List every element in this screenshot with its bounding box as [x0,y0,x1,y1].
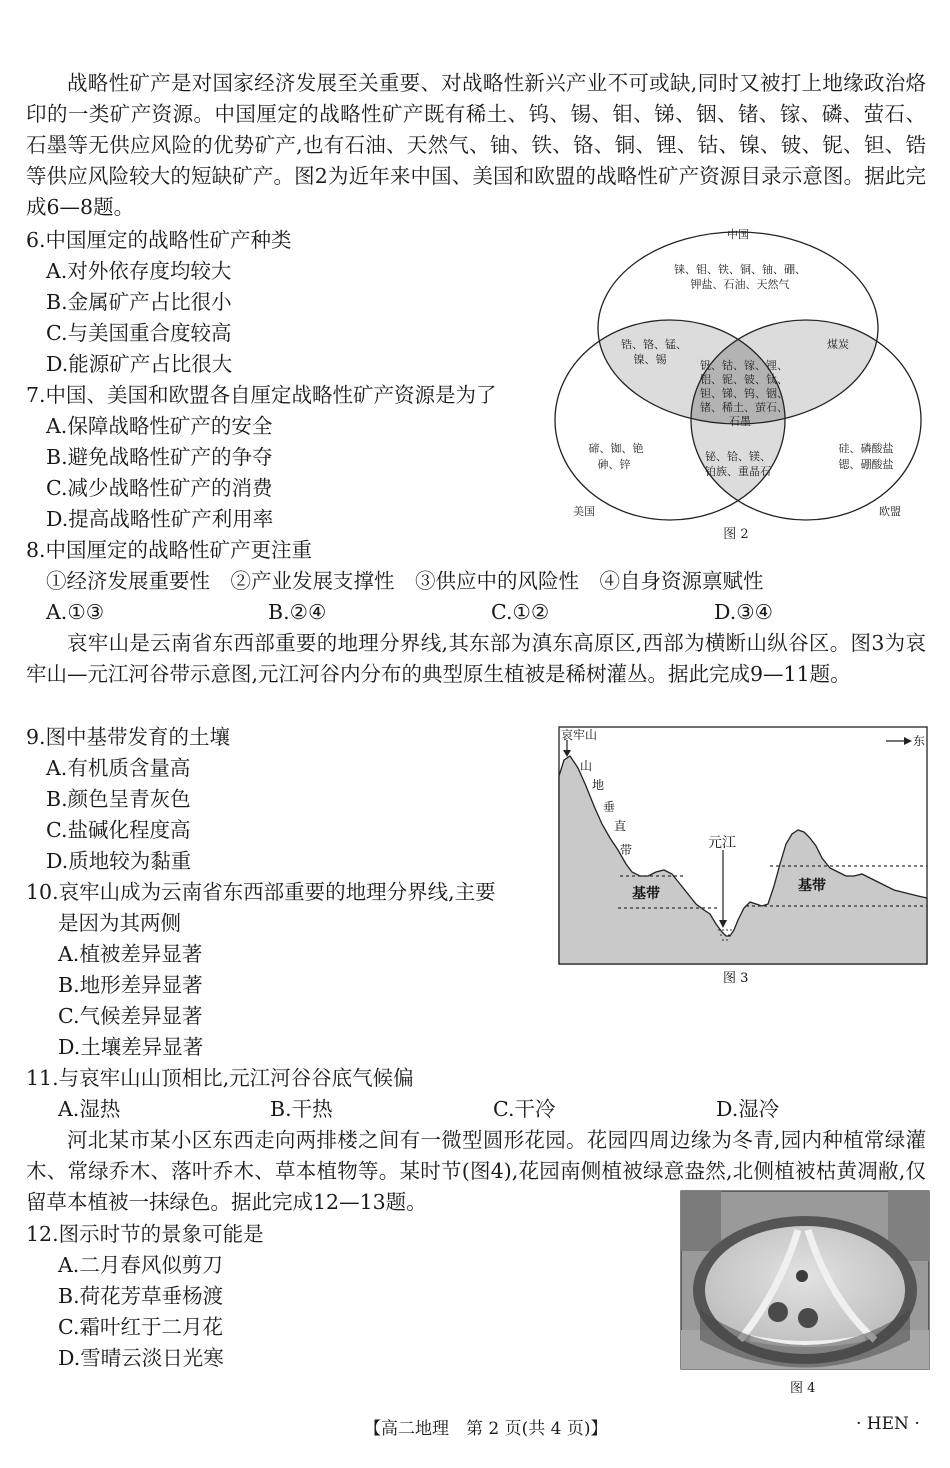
q11-option-d: D.湿冷 [716,1097,780,1121]
vertical-char-1: 山 [580,759,593,773]
all-line5: 石墨 [729,415,751,428]
q8-option-a: A.①③ [46,600,105,624]
garden-photo [680,1190,930,1402]
q9-option-c: C.盐碱化程度高 [46,818,191,842]
all-line2: 铝、铌、铍、钛、 [700,373,788,386]
label-mountain: 哀牢山 [561,728,598,742]
q7-stem: 7.中国、美国和欧盟各自厘定战略性矿产资源是为了 [26,383,497,407]
us-eu-line2: 铂族、重晶石 [705,465,771,478]
q8-items: ①经济发展重要性 ②产业发展支撑性 ③供应中的风险性 ④自身资源禀赋性 [46,569,764,593]
passage-1: 战略性矿产是对国家经济发展至关重要、对战略性新兴产业不可或缺,同时又被打上地缘政治烙印的一类矿产资源。中国厘定的战略性矿产既有稀土、钨、锡、钼、锑、铟、锗、镓、磷、萤石、石墨等无供应风险的优势矿产,也有石油、天然气、铀、铁、铬、铜、锂、钴、镍、铍、铌、钽、锆等供应风险较大的短缺矿产。图2为近年来中国、美国和欧盟的战略性矿产资源目录示意图。据此完成6—8题。 [26,71,926,219]
q9-option-b: B.颜色呈青灰色 [46,787,191,811]
passage-3: 河北某市某小区东西走向两排楼之间有一微型圆形花园。花园四周边缘为冬青,园内种植常绿灌木、常绿乔木、落叶乔木、草本植物等。某时节(图4),花园南侧植被绿意盎然,北侧植被枯黄凋敝,仅留草本植被一抹绿色。据此完成12—13题。 [26,1128,926,1214]
q9-option-a: A.有机质含量高 [46,756,191,780]
china-only-line2: 钾盐、石油、天然气 [690,278,790,291]
q8-option-d: D.③④ [714,600,773,624]
eu-only-line1: 硅、磷酸盐 [838,442,894,455]
q8-option-c: C.①② [491,600,550,624]
us-eu-line1: 铋、铪、镁、 [705,450,771,463]
cn-us-line1: 锆、铬、锰、 [621,338,687,351]
valley-profile-diagram [558,726,928,988]
q12-option-a: A.二月春风似剪刀 [58,1253,223,1277]
label-eu: 欧盟 [879,505,901,518]
shrub-1 [768,1302,788,1322]
q12-stem: 12.图示时节的景象可能是 [26,1222,264,1246]
q12-option-d: D.雪晴云淡日光寒 [58,1346,224,1370]
q7-option-b: B.避免战略性矿产的争夺 [46,445,273,469]
label-base-right: 基带 [798,878,826,894]
q11-option-b: B.干热 [270,1097,333,1121]
fig4-caption: 图 4 [790,1381,816,1396]
q6-stem: 6.中国厘定的战略性矿产种类 [26,228,292,252]
all-line3: 钽、锑、钨、铟、 [700,387,788,400]
q6-option-c: C.与美国重合度较高 [46,321,232,345]
eu-only-line2: 锶、硼酸盐 [838,458,894,471]
label-base-left: 基带 [632,886,660,902]
q10-stem-line1: 10.哀牢山成为云南省东西部重要的地理分界线,主要 [26,880,496,904]
building-left [681,1191,721,1251]
passage-2: 哀牢山是云南省东西部重要的地理分界线,其东部为滇东高原区,西部为横断山纵谷区。图3为哀牢山—元江河谷带示意图,元江河谷内分布的典型原生植被是稀树灌丛。据此完成9—11题。 [26,631,926,686]
all-line1: 钒、钴、镓、锂、 [700,359,788,372]
q9-stem: 9.图中基带发育的土壤 [26,725,231,749]
us-only-line2: 砷、锌 [597,458,631,471]
q12-option-c: C.霜叶红于二月花 [58,1315,223,1339]
all-line4: 锗、稀土、萤石、 [700,401,788,414]
q7-option-a: A.保障战略性矿产的安全 [46,414,273,438]
q7-option-d: D.提高战略性矿产利用率 [46,507,274,531]
venn-diagram [548,220,932,550]
q10-stem-line2: 是因为其两侧 [58,911,181,935]
us-only-line1: 碲、铷、铯 [588,442,644,455]
q9-option-d: D.质地较为黏重 [46,849,192,873]
cn-eu: 煤炭 [827,338,849,351]
fig3-caption: 图 3 [723,971,749,986]
label-china: 中国 [727,228,749,241]
label-east: 东 [913,734,926,748]
q12-option-b: B.荷花芳草垂杨渡 [58,1284,224,1308]
shrub-2 [798,1308,818,1328]
q10-option-b: B.地形差异显著 [58,973,203,997]
q6-option-a: A.对外依存度均较大 [46,259,232,283]
vertical-char-2: 地 [592,778,605,792]
vertical-char-3: 垂 [603,800,616,814]
label-usa: 美国 [573,505,595,518]
q8-stem: 8.中国厘定的战略性矿产更注重 [26,538,313,562]
q10-option-a: A.植被差异显著 [58,942,203,966]
vertical-char-4: 直 [614,819,627,833]
q6-option-d: D.能源矿产占比很大 [46,352,233,376]
q11-option-a: A.湿热 [58,1097,121,1121]
q7-option-c: C.减少战略性矿产的消费 [46,476,273,500]
page-footer: 【高二地理 第 2 页(共 4 页)】 [364,1419,608,1439]
cn-us-line2: 镍、锡 [633,353,667,366]
q11-option-c: C.干冷 [493,1097,556,1121]
q11-stem: 11.与哀牢山山顶相比,元江河谷谷底气候偏 [26,1066,414,1090]
q8-option-b: B.②④ [268,600,327,624]
fig2-caption: 图 2 [723,527,749,542]
tree-center [796,1270,808,1282]
page-code: · HEN · [856,1414,920,1434]
china-only-line1: 铼、钼、铁、铜、铀、硼、 [674,263,806,276]
q6-option-b: B.金属矿产占比很小 [46,290,232,314]
label-river: 元江 [708,835,736,851]
q10-option-c: C.气候差异显著 [58,1004,203,1028]
q10-option-d: D.土壤差异显著 [58,1035,204,1059]
vertical-char-5: 带 [620,843,633,857]
